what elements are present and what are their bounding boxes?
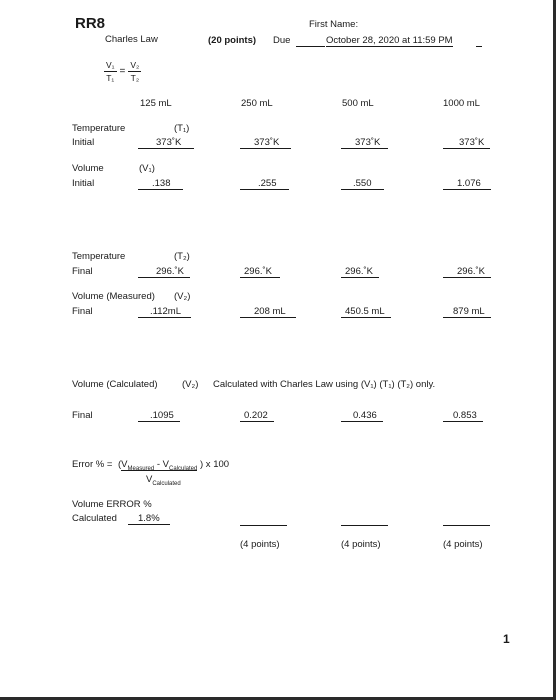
temp-initial-label: Temperature — [72, 123, 126, 134]
temp-final-label: Temperature — [72, 251, 126, 262]
temp-final-sublabel: Final — [72, 266, 93, 277]
due-label: Due — [273, 35, 291, 46]
column-header-1000: 1000 mL — [443, 98, 480, 109]
charles-law-formula — [104, 60, 141, 83]
volume-calculated-125: .1095 — [138, 411, 180, 422]
error-formula-minus: - — [156, 459, 161, 470]
points-500: (4 points) — [341, 539, 381, 550]
column-header-250: 250 mL — [241, 98, 273, 109]
temp-initial-500: 373˚K — [341, 138, 388, 149]
error-formula-close: ) x 100 — [200, 459, 230, 470]
volume-error-500-blank — [341, 525, 388, 526]
due-date: October 28, 2020 at 11:59 PM — [326, 35, 453, 46]
volume-calculated-500: 0.436 — [341, 411, 383, 422]
volume-initial-1000: 1.076 — [443, 179, 491, 190]
volume-measured-1000: 879 mL — [443, 307, 491, 318]
error-formula-prefix: Error % = — [72, 459, 113, 470]
temp-initial-sublabel: Initial — [72, 137, 95, 148]
volume-error-250-blank — [240, 525, 287, 526]
volume-initial-125: .138 — [138, 179, 183, 190]
error-formula-den-sub: Calculated — [152, 480, 181, 487]
assignment-code: RR8 — [75, 15, 106, 32]
error-formula-measured-sub: Measured — [127, 465, 155, 472]
topic-title: Charles Law — [105, 34, 158, 45]
points-total: (20 points) — [208, 35, 257, 46]
temp-final-250: 296.˚K — [240, 267, 280, 278]
volume-measured-sublabel: Final — [72, 306, 93, 317]
temp-initial-symbol: (T₁) — [174, 123, 190, 134]
column-header-125: 125 mL — [140, 98, 172, 109]
points-250: (4 points) — [240, 539, 280, 550]
points-1000: (4 points) — [443, 539, 483, 550]
volume-measured-500: 450.5 mL — [341, 307, 391, 318]
due-underline — [296, 46, 325, 47]
temp-initial-1000: 373˚K — [443, 138, 490, 149]
first-name-label: First Name: — [309, 19, 359, 30]
volume-measured-125: .112mL — [138, 307, 191, 318]
formula-equals: = — [119, 66, 126, 77]
error-formula-v-den: V — [146, 474, 153, 485]
volume-error-sublabel: Calculated — [72, 513, 117, 524]
volume-error-125: 1.8% — [128, 514, 170, 525]
formula-t1: T₁ — [106, 73, 115, 83]
page-number: 1 — [503, 632, 510, 646]
temp-initial-250: 373˚K — [240, 138, 291, 149]
temp-final-125: 296.˚K — [138, 267, 190, 278]
due-underline-end — [476, 46, 482, 47]
volume-initial-symbol: (V₁) — [139, 163, 155, 174]
volume-calculated-description: Calculated with Charles Law using (V₁) (T₁) (T₂) only. — [213, 379, 436, 390]
formula-t2: T₂ — [130, 73, 140, 83]
error-formula-calculated-sub: Calculated — [169, 465, 198, 472]
temp-initial-125: 373˚K — [138, 138, 194, 149]
formula-v1: V₁ — [106, 60, 115, 70]
column-header-500: 500 mL — [342, 98, 374, 109]
temp-final-500: 296.˚K — [341, 267, 379, 278]
volume-calculated-1000: 0.853 — [443, 411, 483, 422]
error-formula-open: ( — [118, 459, 122, 470]
volume-initial-500: .550 — [341, 179, 384, 190]
volume-initial-sublabel: Initial — [72, 178, 95, 189]
temp-final-symbol: (T₂) — [174, 251, 190, 262]
volume-error-1000-blank — [443, 525, 490, 526]
error-formula-numerator — [118, 459, 229, 472]
volume-calculated-label: Volume (Calculated) — [72, 379, 158, 390]
volume-measured-label: Volume (Measured) — [72, 291, 155, 302]
volume-calculated-250: 0.202 — [240, 411, 274, 422]
volume-calculated-sublabel: Final — [72, 410, 93, 421]
volume-measured-symbol: (V₂) — [174, 291, 191, 302]
error-formula-denominator — [146, 474, 181, 487]
error-formula-v-calculated: V — [162, 459, 169, 470]
error-formula-v-measured: V — [121, 459, 128, 470]
volume-measured-250: 208 mL — [240, 307, 296, 318]
volume-calculated-symbol: (V₂) — [182, 379, 199, 390]
volume-initial-label: Volume — [72, 163, 104, 174]
volume-initial-250: .255 — [240, 179, 289, 190]
formula-v2: V₂ — [130, 60, 140, 70]
temp-final-1000: 296.˚K — [443, 267, 491, 278]
volume-error-label: Volume ERROR % — [72, 499, 152, 510]
